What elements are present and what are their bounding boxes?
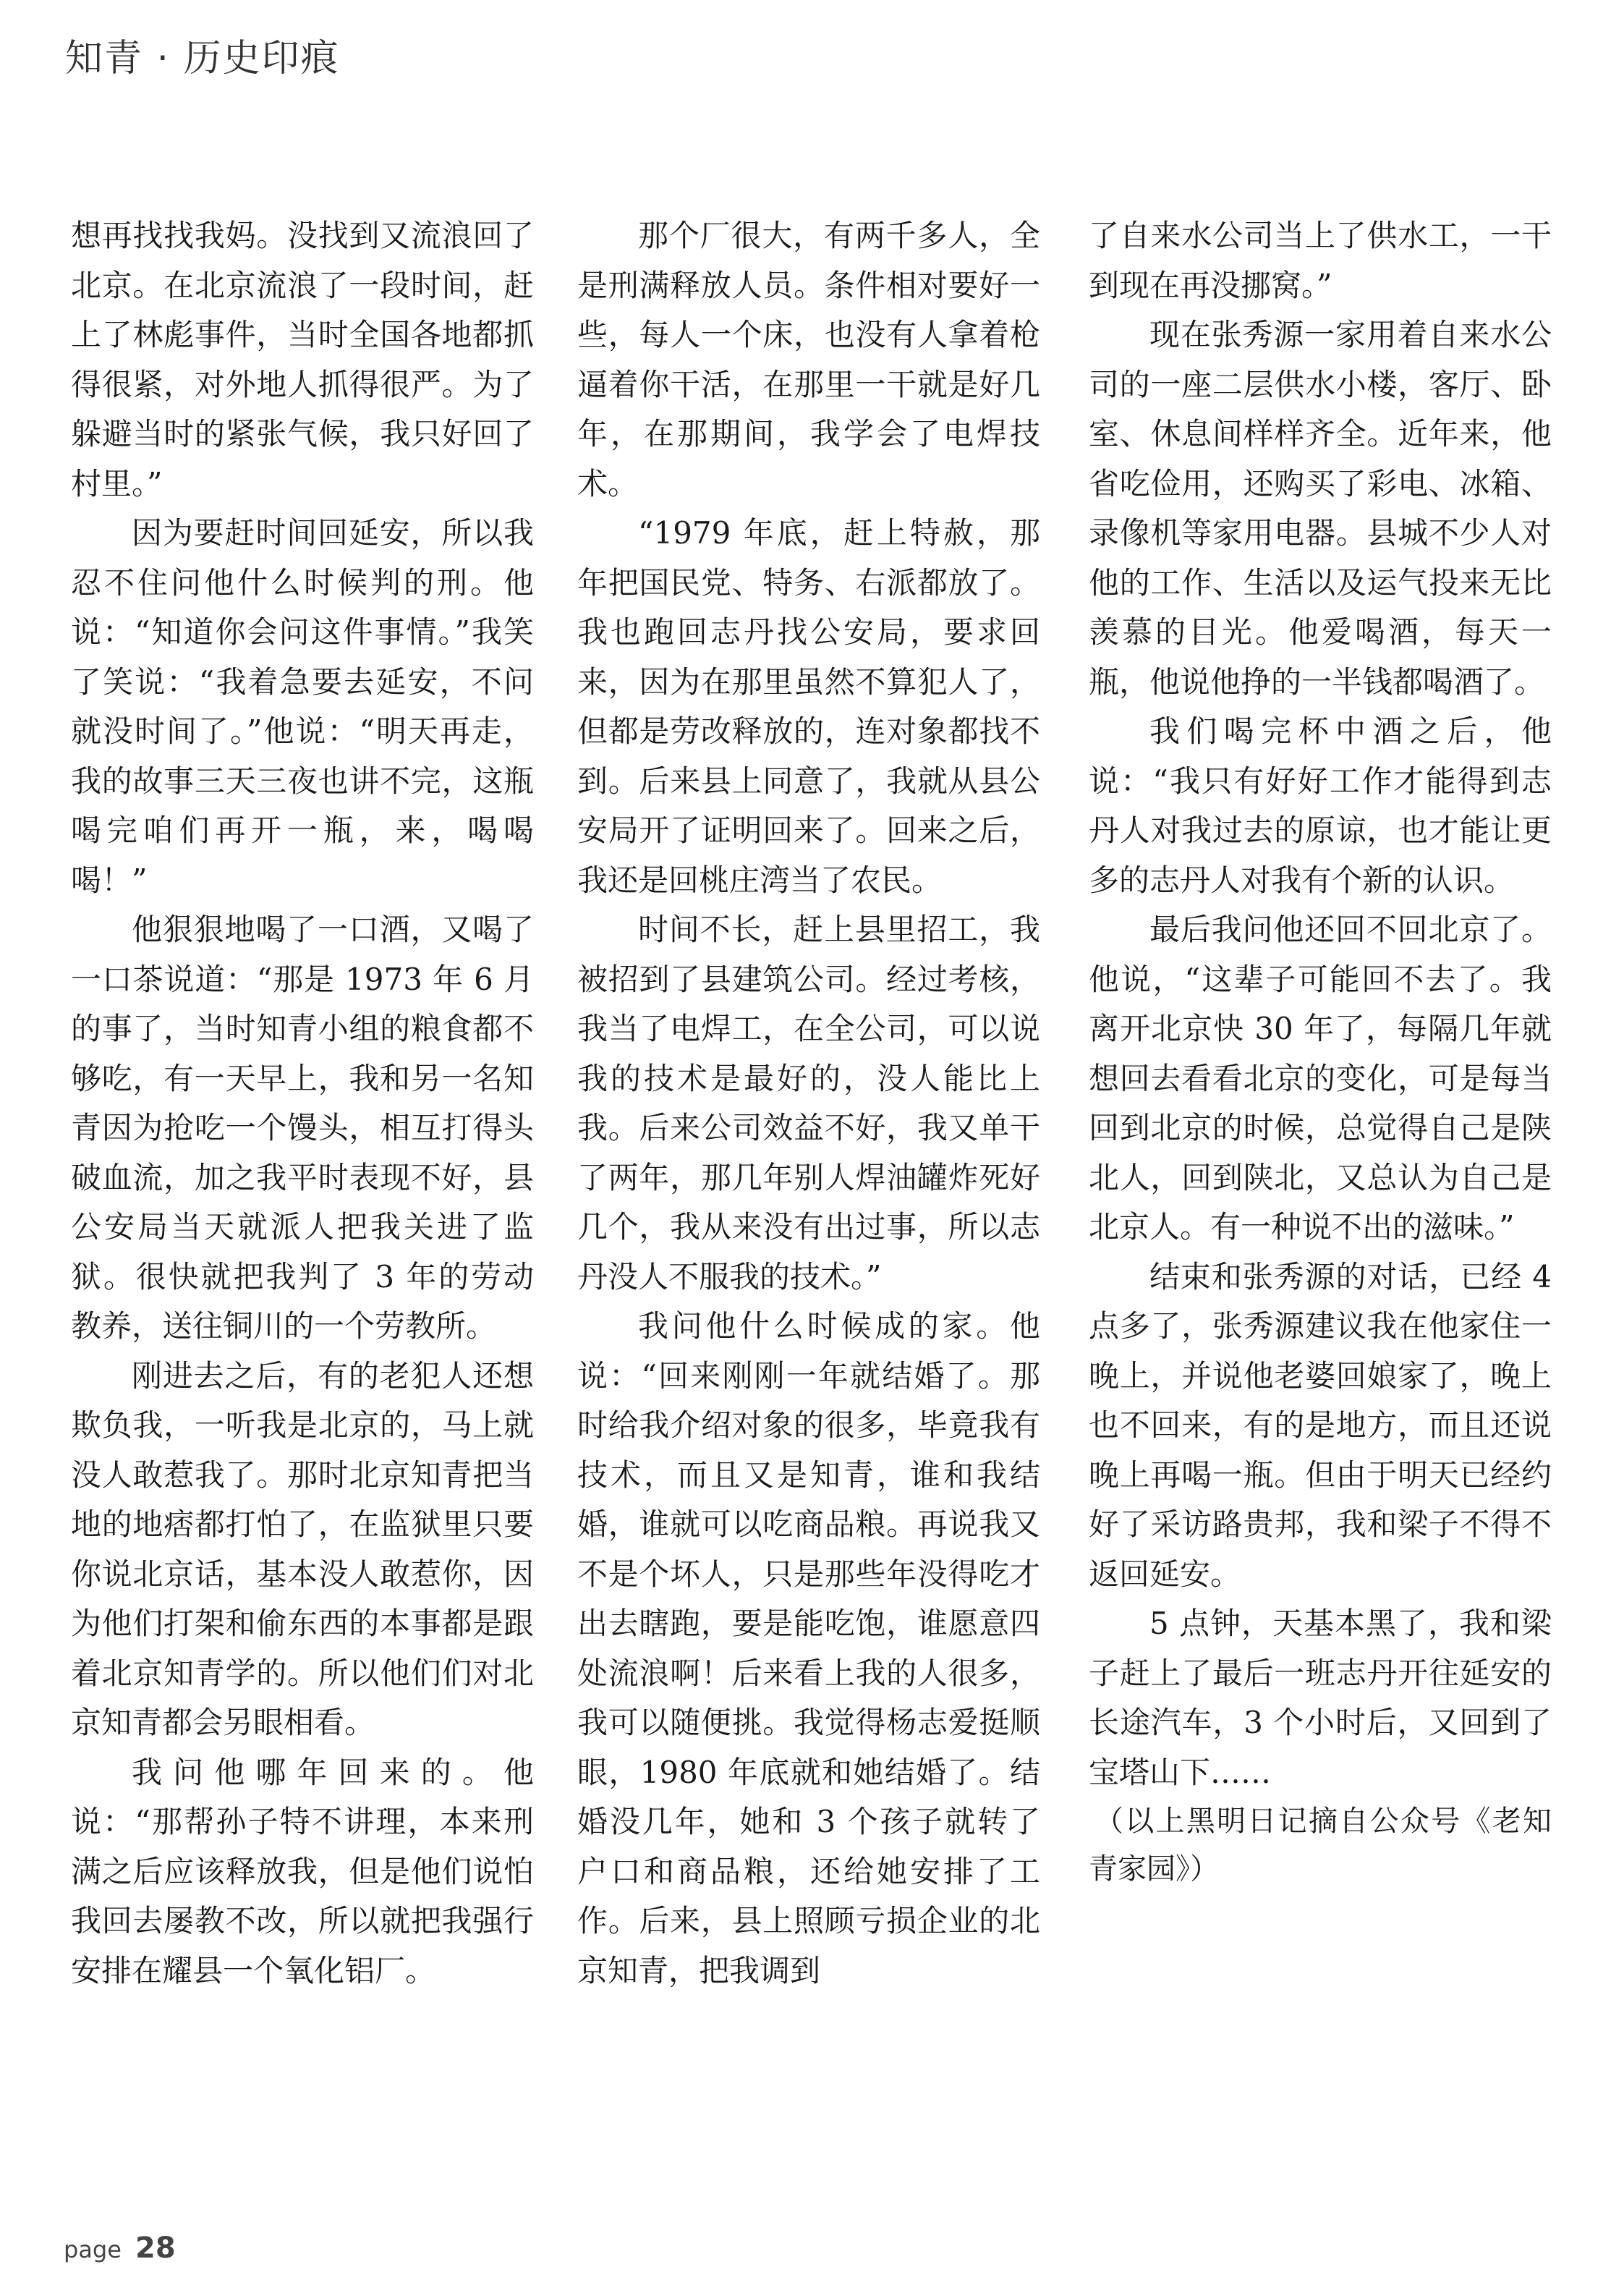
paragraph: 他狠狠地喝了一口酒，又喝了一口茶说道：“那是 1973 年 6 月的事了，当时知青小组的粮食都不够吃，有一天早上，我和另一名知青因为抢吃一个馒头，相互打得头破血流，加之我平时表现不好，县公安局当天就派人把我关进了监狱。很快就把我判了 3 年的劳动教养，送往铜川的一个劳教所。 <box>71 912 534 1344</box>
text-column-3 <box>1089 211 1552 1893</box>
paragraph: 刚进去之后，有的老犯人还想欺负我，一听我是北京的，马上就没人敢惹我了。那时北京知青把当地的地痞都打怕了，在监狱里只要你说北京话，基本没人敢惹你，因为他们打架和偷东西的本事都是跟着北京知青学的。所以他们们对北京知青都会另眼相看。 <box>71 1357 534 1740</box>
paragraph: 想再找找我妈。没找到又流浪回了北京。在北京流浪了一段时间，赶上了林彪事件，当时全国各地都抓得很紧，对外地人抓得很严。为了躲避当时的紧张气候，我只好回了村里。” <box>71 218 534 501</box>
paragraph: 结束和张秀源的对话，已经 4 点多了，张秀源建议我在他家住一晚上，并说他老婆回娘家了，晚上也不回来，有的是地方，而且还说晚上再喝一瓶。但由于明天已经约好了采访路贵邦，我和梁子不得不返回延安。 <box>1089 1258 1552 1592</box>
paragraph: 我们喝完杯中酒之后，他说：“我只有好好工作才能得到志丹人对我过去的原谅，也才能让更多的志丹人对我有个新的认识。 <box>1089 713 1552 898</box>
text-column-1 <box>71 211 534 1996</box>
page-label: page <box>64 2236 122 2263</box>
page-number: 28 <box>135 2231 176 2265</box>
text-column-2 <box>577 211 1040 1996</box>
paragraph: 因为要赶时间回延安，所以我忍不住问他什么时候判的刑。他说：“知道你会问这件事情。”我笑了笑说：“我着急要去延安，不问就没时间了。”他说：“明天再走，我的故事三天三夜也讲不完，这瓶喝完咱们再开一瓶，来，喝喝喝！” <box>71 515 534 898</box>
section-header: 知青 · 历史印痕 <box>65 37 340 80</box>
paragraph: 我问他哪年回来的。他说：“那帮孙子特不讲理，本来刑满之后应该释放我，但是他们说怕我回去屡教不改，所以就把我强行安排在耀县一个氧化铝厂。 <box>71 1754 534 1988</box>
page-footer <box>64 2231 176 2265</box>
paragraph: 现在张秀源一家用着自来水公司的一座二层供水小楼，客厅、卧室、休息间样样齐全。近年来，他省吃俭用，还购买了彩电、冰箱、录像机等家用电器。县城不少人对他的工作、生活以及运气投来无比羡慕的目光。他爱喝酒，每天一瓶，他说他挣的一半钱都喝酒了。 <box>1089 317 1552 700</box>
paragraph: 那个厂很大，有两千多人，全是刑满释放人员。条件相对要好一些，每人一个床，也没有人拿着枪逼着你干活，在那里一干就是好几年，在那期间，我学会了电焊技术。 <box>577 218 1040 501</box>
source-note: （以上黑明日记摘自公众号《老知青家园》） <box>1089 1805 1552 1886</box>
paragraph: 我问他什么时候成的家。他说：“回来刚刚一年就结婚了。那时给我介绍对象的很多，毕竟我有技术，而且又是知青，谁和我结婚，谁就可以吃商品粮。再说我又不是个坏人，只是那些年没得吃才出去瞎跑，要是能吃饱，谁愿意四处流浪啊！后来看上我的人很多，我可以随便挑。我觉得杨志爱挺顺眼，1980 年底就和她结婚了。结婚没几年，她和 3 个孩子就转了户口和商品粮，还给她安排了工作。后来，县上照顾亏损企业的北京知青，把我调到 <box>577 1308 1040 1988</box>
paragraph: 5 点钟，天基本黑了，我和梁子赶上了最后一班志丹开往延安的长途汽车，3 个小时后，又回到了宝塔山下…… <box>1089 1606 1552 1790</box>
paragraph: 最后我问他还回不回北京了。他说，“这辈子可能回不去了。我离开北京快 30 年了，每隔几年就想回去看看北京的变化，可是每当回到北京的时候，总觉得自己是陕北人，回到陕北，又总认为自己是北京人。有一种说不出的滋味。” <box>1089 912 1552 1245</box>
paragraph: 了自来水公司当上了供水工，一干到现在再没挪窝。” <box>1089 218 1552 303</box>
paragraph: 时间不长，赶上县里招工，我被招到了县建筑公司。经过考核，我当了电焊工，在全公司，可以说我的技术是最好的，没人能比上我。后来公司效益不好，我又单干了两年，那几年别人焊油罐炸死好几个，我从来没有出过事，所以志丹没人不服我的技术。” <box>577 912 1040 1294</box>
paragraph: “1979 年底，赶上特赦，那年把国民党、特务、右派都放了。我也跑回志丹找公安局，要求回来，因为在那里虽然不算犯人了，但都是劳改释放的，连对象都找不到。后来县上同意了，我就从县公安局开了证明回来了。回来之后，我还是回桃庄湾当了农民。 <box>577 515 1040 898</box>
